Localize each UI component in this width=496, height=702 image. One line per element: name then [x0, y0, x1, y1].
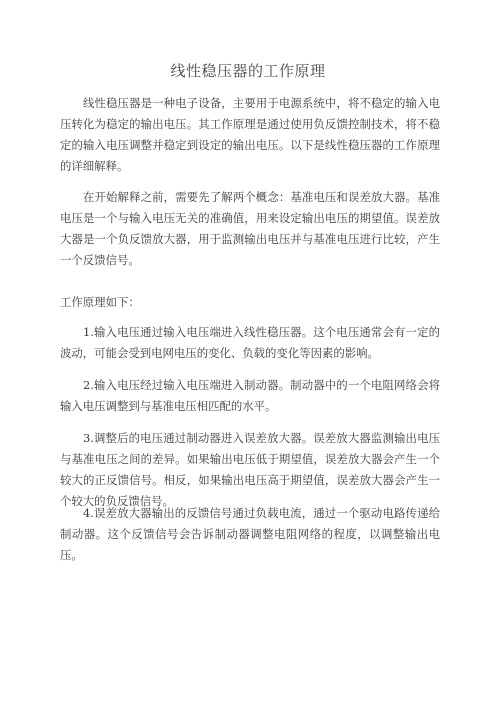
document-title: 线性稳压器的工作原理 — [170, 62, 326, 80]
concepts-paragraph: 在开始解释之前，需要先了解两个概念：基准电压和误差放大器。基准电压是一个与输入电压无关的准确值，用来设定输出电压的期望值。误差放大器是一个负反馈放大器，用于监测输出电压并与基准电压进行比较，产生一个反馈信号。 — [60, 190, 440, 267]
step-item: 4.误差放大器输出的反馈信号通过负载电流，通过一个驱动电路传递给制动器。这个反馈信号会告诉制动器调整电阻网络的程度，以调整输出电压。 — [60, 506, 440, 562]
step-item: 1.输入电压通过输入电压端进入线性稳压器。这个电压通常会有一定的波动，可能会受到电网电压的变化、负载的变化等因素的影响。 — [60, 325, 440, 360]
step-item: 3.调整后的电压通过制动器进入误差放大器。误差放大器监测输出电压与基准电压之间的差异。如果输出电压低于期望值，误差放大器会产生一个较大的正反馈信号。相反，如果输出电压高于期望值，误差放大器会产生一个较大的负反馈信号。 — [60, 431, 440, 508]
intro-paragraph: 线性稳压器是一种电子设备，主要用于电源系统中，将不稳定的输入电压转化为稳定的输出电压。其工作原理是通过使用负反馈控制技术，将不稳定的输入电压调整并稳定到设定的输出电压。以下是线性稳压器的工作原理的详细解释。 — [60, 96, 440, 173]
step-item: 2.输入电压经过输入电压端进入制动器。制动器中的一个电阻网络会将输入电压调整到与基准电压相匹配的水平。 — [60, 378, 440, 413]
principle-heading: 工作原理如下： — [60, 295, 140, 309]
